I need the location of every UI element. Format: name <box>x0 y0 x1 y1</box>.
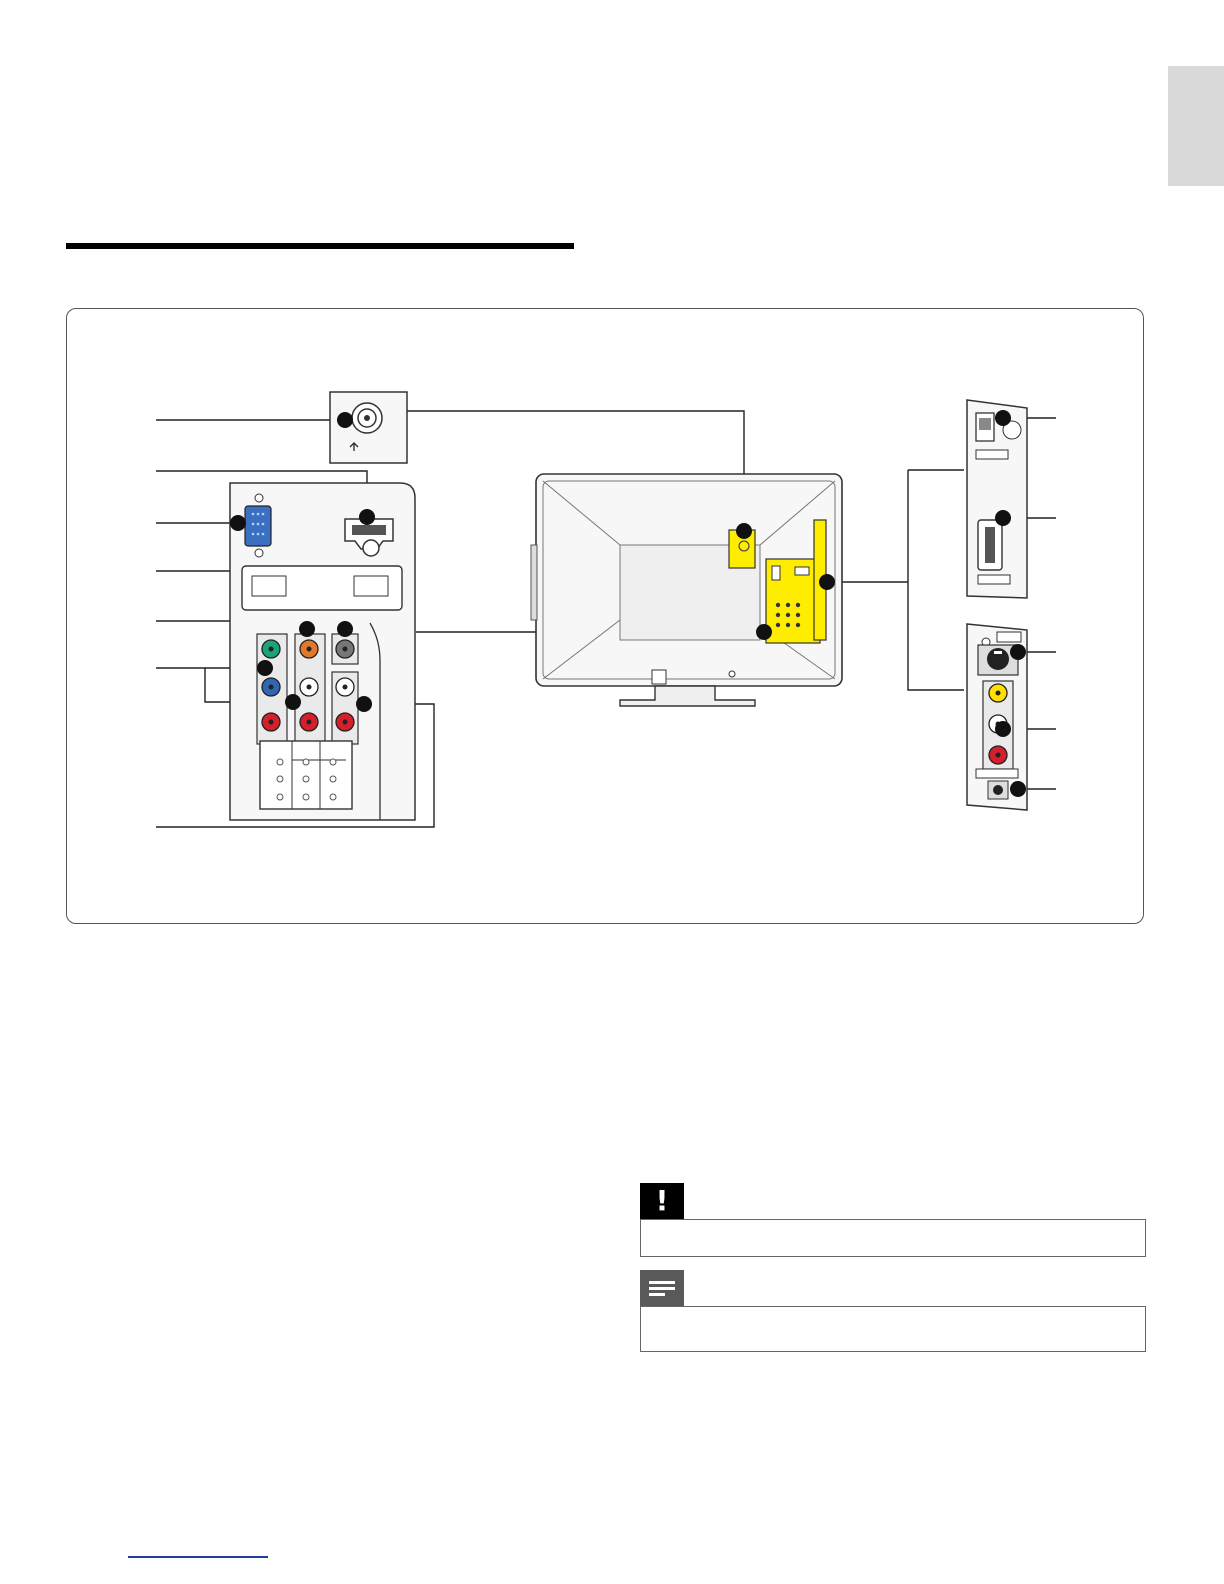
tv-rear-view <box>531 474 842 706</box>
caution-callout <box>640 1183 1146 1257</box>
rear-connector-panel <box>230 483 415 820</box>
caution-box <box>640 1219 1146 1257</box>
note-callout <box>640 1270 1146 1352</box>
note-lines-icon <box>649 1278 675 1299</box>
note-box <box>640 1306 1146 1352</box>
note-tag <box>640 1270 684 1306</box>
caution-tag <box>640 1183 684 1219</box>
side-panel-top <box>967 400 1027 598</box>
side-panel-bottom <box>967 624 1027 810</box>
rf-antenna-panel <box>330 392 407 463</box>
exclamation-icon: ! <box>655 1184 669 1217</box>
footer-link-underline[interactable] <box>128 1556 268 1558</box>
